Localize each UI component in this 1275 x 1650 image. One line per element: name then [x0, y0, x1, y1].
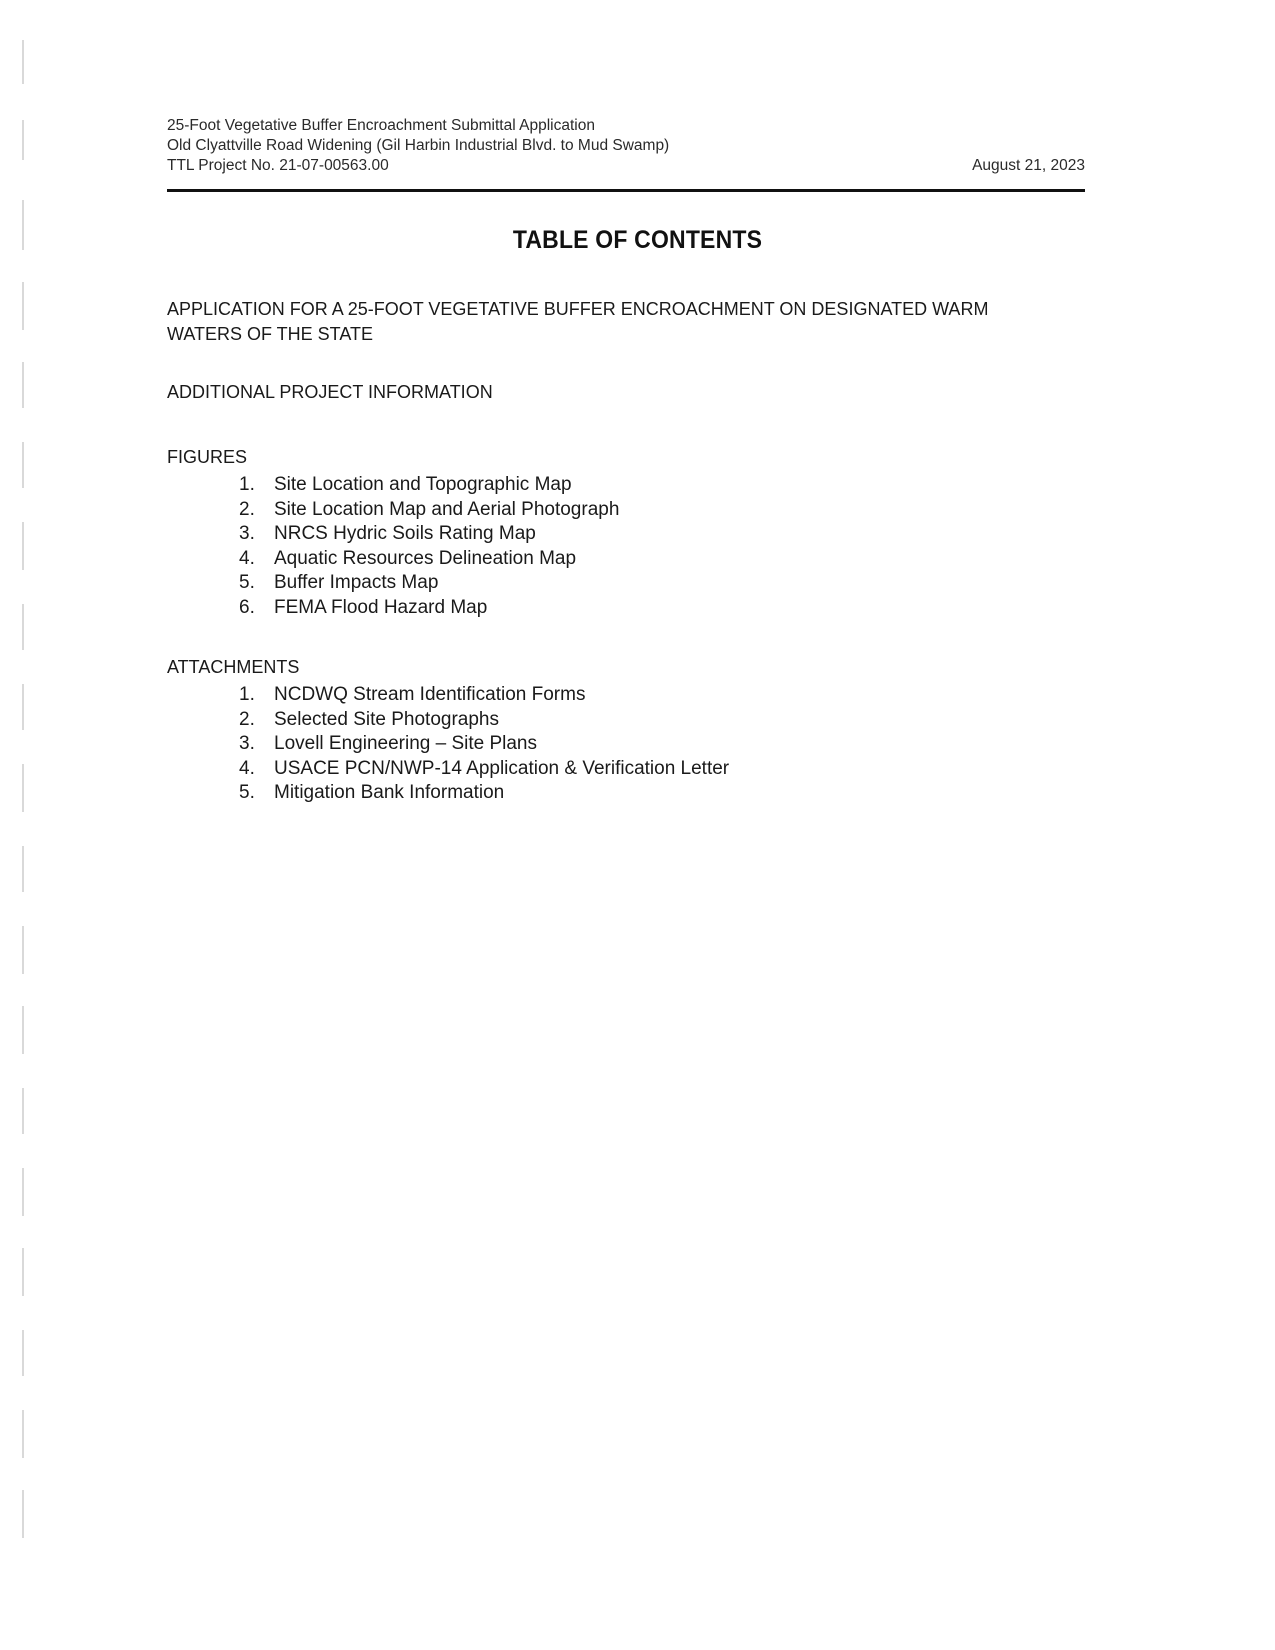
list-item: [239, 757, 729, 782]
list-item-number: 2.: [239, 498, 255, 520]
list-item-number: 1.: [239, 684, 255, 705]
application-section: APPLICATION FOR A 25-FOOT VEGETATIVE BUFFER ENCROACHMENT ON DESIGNATED WARM WATERS OF THE STATE: [167, 299, 989, 344]
list-item-number: 6.: [239, 596, 255, 618]
header-document-title: 25-Foot Vegetative Buffer Encroachment Submittal Application: [167, 117, 595, 134]
list-item: [239, 596, 619, 621]
list-item-number: 2.: [239, 708, 255, 730]
attachments-section: [167, 655, 729, 806]
figures-section: [167, 445, 619, 621]
list-item: [239, 547, 619, 572]
list-item-label: Buffer Impacts Map: [274, 572, 439, 594]
page-header: [167, 116, 1085, 176]
list-item: [239, 683, 729, 708]
list-item-label: NCDWQ Stream Identification Forms: [274, 684, 586, 705]
page-title: [0, 226, 1275, 255]
list-item-label: Lovell Engineering – Site Plans: [274, 733, 538, 755]
page-title-text: TABLE OF CONTENTS: [512, 226, 763, 254]
list-item: [239, 708, 729, 733]
list-item-label: FEMA Flood Hazard Map: [274, 596, 488, 618]
list-item: [239, 522, 619, 547]
list-item-label: Site Location Map and Aerial Photograph: [274, 498, 620, 520]
attachments-list: [167, 683, 729, 806]
figures-list: [167, 473, 619, 621]
list-item: [239, 498, 619, 523]
list-item-label: Mitigation Bank Information: [274, 782, 505, 804]
list-item-number: 5.: [239, 782, 255, 804]
list-item: [239, 732, 729, 757]
list-item: [239, 781, 729, 806]
list-item-label: Selected Site Photographs: [274, 708, 499, 730]
header-project-name: Old Clyattville Road Widening (Gil Harbin Industrial Blvd. to Mud Swamp): [167, 137, 670, 154]
figures-heading: FIGURES: [167, 447, 248, 467]
list-item: [239, 571, 619, 596]
additional-info-section: ADDITIONAL PROJECT INFORMATION: [167, 382, 493, 402]
list-item-label: Aquatic Resources Delineation Map: [274, 547, 577, 569]
list-item: [239, 473, 619, 498]
list-item-number: 4.: [239, 757, 255, 779]
list-item-number: 1.: [239, 474, 255, 495]
list-item-number: 3.: [239, 733, 255, 755]
list-item-label: USACE PCN/NWP-14 Application & Verification Letter: [274, 757, 730, 779]
header-divider: [167, 189, 1085, 192]
list-item-label: NRCS Hydric Soils Rating Map: [274, 523, 536, 545]
header-project-number: TTL Project No. 21-07-00563.00: [167, 157, 389, 174]
attachments-heading: ATTACHMENTS: [167, 657, 300, 677]
header-date: August 21, 2023: [972, 157, 1085, 174]
list-item-number: 3.: [239, 523, 255, 545]
list-item-number: 4.: [239, 547, 255, 569]
list-item-number: 5.: [239, 572, 255, 594]
list-item-label: Site Location and Topographic Map: [274, 474, 572, 495]
